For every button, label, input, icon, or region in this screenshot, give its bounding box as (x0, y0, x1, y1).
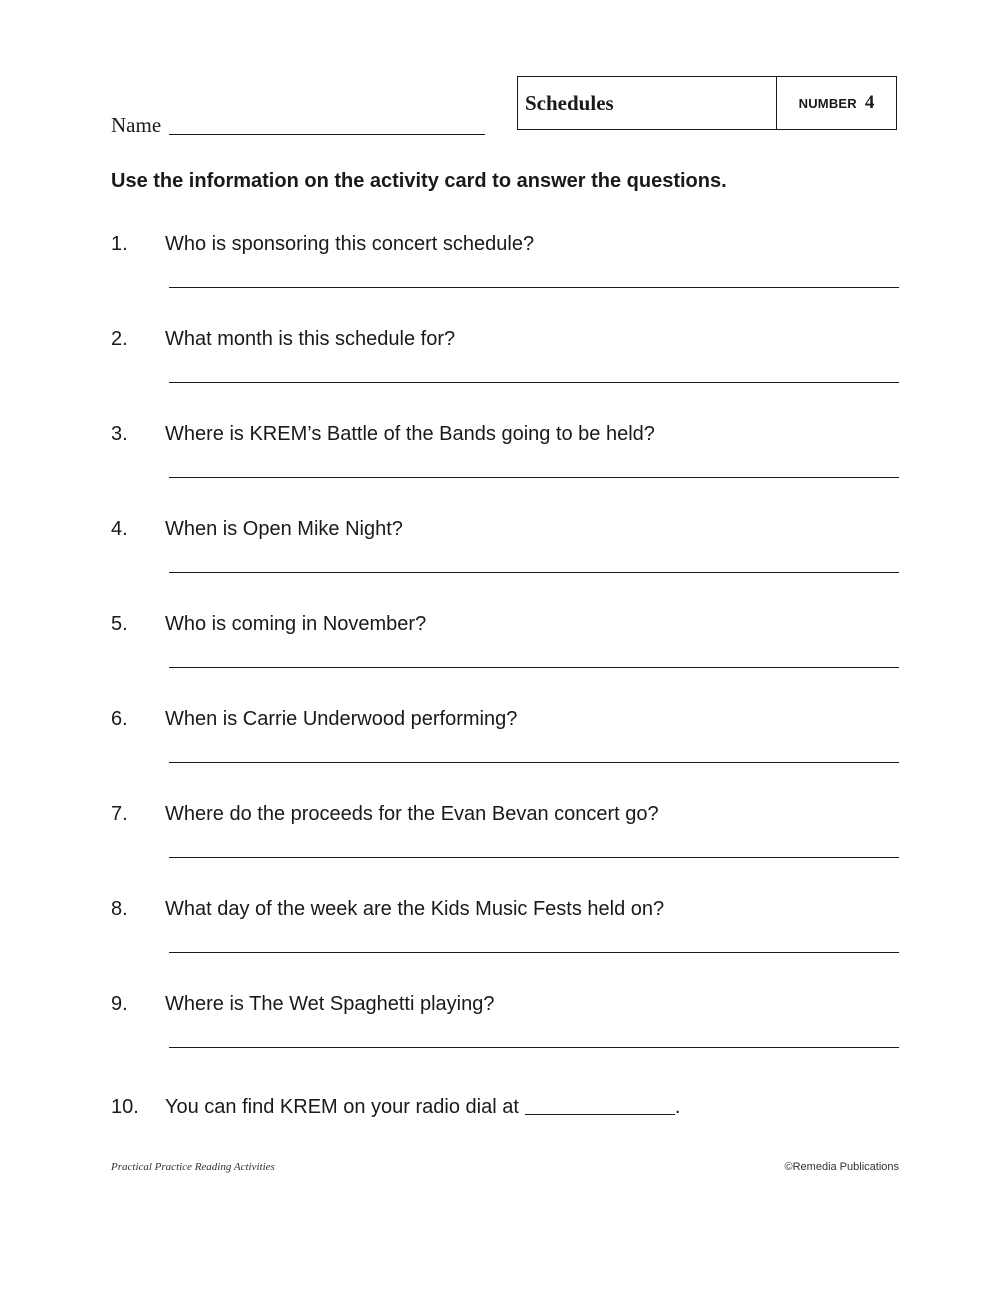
question-text: Who is sponsoring this concert schedule? (165, 233, 535, 255)
footer-series-title: Practical Practice Reading Activities (111, 1161, 275, 1173)
answer-line[interactable] (169, 287, 899, 288)
instructions: Use the information on the activity card to answer the questions. (111, 170, 727, 192)
question-number: 5. (111, 613, 128, 635)
answer-line[interactable] (169, 667, 899, 668)
question-text: When is Carrie Underwood performing? (165, 708, 518, 730)
question-number: 7. (111, 803, 128, 825)
question-text (165, 1094, 680, 1120)
question-text: What month is this schedule for? (165, 328, 456, 350)
name-field-row (111, 112, 485, 138)
question-text: Who is coming in November? (165, 613, 427, 635)
question-number: 4. (111, 518, 128, 540)
answer-line[interactable] (169, 952, 899, 953)
answer-line[interactable] (169, 572, 899, 573)
answer-line[interactable] (169, 762, 899, 763)
footer-copyright: ©Remedia Publications (784, 1161, 899, 1173)
question-number: 3. (111, 423, 128, 445)
answer-line[interactable] (169, 857, 899, 858)
question-text: Where do the proceeds for the Evan Bevan concert go? (165, 803, 659, 825)
question-text: Where is The Wet Spaghetti playing? (165, 993, 495, 1015)
worksheet-title: Schedules (518, 77, 777, 129)
question-text: Where is KREM’s Battle of the Bands going to be held? (165, 423, 655, 445)
worksheet-number (777, 77, 896, 129)
answer-line[interactable] (169, 382, 899, 383)
question-number: 8. (111, 898, 128, 920)
answer-line[interactable] (169, 1047, 899, 1048)
question-text-main: You can find KREM on your radio dial at (165, 1096, 519, 1118)
question-number: 9. (111, 993, 128, 1015)
question-number: 6. (111, 708, 128, 730)
number-value: 4 (864, 92, 875, 113)
inline-answer-blank[interactable] (525, 1114, 675, 1115)
worksheet-header-box (517, 76, 897, 130)
name-write-line[interactable] (169, 134, 485, 135)
name-label: Name (111, 113, 162, 137)
question-number: 10. (111, 1096, 139, 1118)
question-text: When is Open Mike Night? (165, 518, 403, 540)
question-number: 2. (111, 328, 128, 350)
answer-line[interactable] (169, 477, 899, 478)
question-text-suffix: . (674, 1096, 681, 1118)
question-text: What day of the week are the Kids Music Fests held on? (165, 898, 665, 920)
question-number: 1. (111, 233, 128, 255)
number-label: NUMBER (798, 95, 857, 111)
